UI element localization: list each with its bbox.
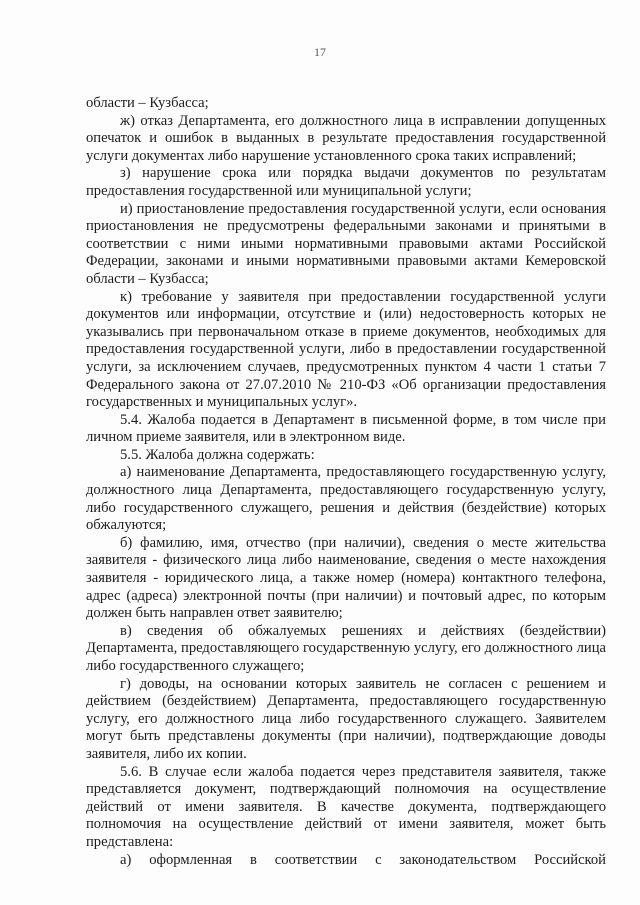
paragraph: к) требование у заявителя при предоставлении государственной услуги документов или информации, отсутствие и (или) недостоверность которых не указывались при первоначальном отказе в приеме документов, необходимых для предоставления государственной услуги, либо в предоставлении государственной услуги, за исключением случаев, предусмотренных пунктом 4 части 1 статьи 7 Федерального закона от 27.07.2010 № 210-ФЗ «Об организации предоставления государственных и муниципальных услуг». bbox=[86, 288, 606, 411]
paragraph: ж) отказ Департамента, его должностного лица в исправлении допущенных опечаток и ошибок в выданных в результате предоставления государственной услуги документах либо нарушение установленного срока таких исправлений; bbox=[86, 112, 606, 164]
paragraph: г) доводы, на основании которых заявитель не согласен с решением и действием (бездействием) Департамента, предоставляющего государственную услугу, его должностного лица либо государственного служащего. Заявителем могут быть представлены документы (при наличии), подтверждающие доводы заявителя, либо их копии. bbox=[86, 675, 606, 762]
paragraph: а) наименование Департамента, предоставляющего государственную услугу, должностного лица Департамента, предоставляющего государственную услугу, либо государственного служащего, решения и действия (бездействие) которых обжалуются; bbox=[86, 464, 606, 534]
paragraph: 5.6. В случае если жалоба подается через представителя заявителя, также представляется документ, подтверждающий полномочия на осуществление действий от имени заявителя. В качестве документа, подтверждающего полномочия на осуществление действий от имени заявителя, может быть представлена: bbox=[86, 763, 606, 850]
paragraph: б) фамилию, имя, отчество (при наличии), сведения о месте жительства заявителя - физического лица либо наименование, сведения о месте нахождения заявителя - юридического лица, а также номер (номера) контактного телефона, адрес (адреса) электронной почты (при наличии) и почтовый адрес, по которым должен быть направлен ответ заявителю; bbox=[86, 534, 606, 622]
paragraph: з) нарушение срока или порядка выдачи документов по результатам предоставления государственной или муниципальной услуги; bbox=[86, 165, 606, 199]
paragraph: в) сведения об обжалуемых решениях и действиях (бездействии) Департамента, предоставляющего государственную услугу, его должностного лица либо государственного служащего; bbox=[86, 622, 606, 674]
paragraph: области – Кузбасса; bbox=[86, 95, 209, 111]
page-number: 17 bbox=[314, 45, 326, 59]
paragraph: а) оформленная в соответствии с законодательством Российской bbox=[120, 851, 606, 868]
paragraph: 5.5. Жалоба должна содержать: bbox=[120, 446, 315, 463]
paragraph: и) приостановление предоставления государственной услуги, если основания приостановления не предусмотрены федеральными законами и принятыми в соответствии с ними иными нормативными правовыми актами Российской Федерации, законами и иными нормативными правовыми актами Кемеровской области – Кузбасса; bbox=[86, 200, 606, 287]
document-body bbox=[86, 95, 606, 869]
paragraph: 5.4. Жалоба подается в Департамент в письменной форме, в том числе при личном приеме заявителя, или в электронном виде. bbox=[86, 411, 606, 446]
